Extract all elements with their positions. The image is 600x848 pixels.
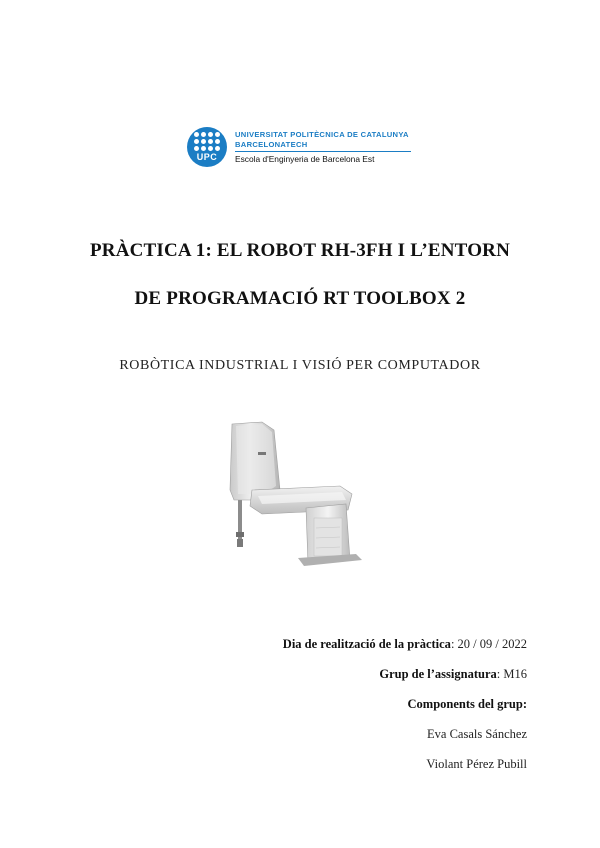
course-subtitle: ROBÒTICA INDUSTRIAL I VISIÓ PER COMPUTADOR: [119, 358, 481, 373]
group-member-2: Violant Pérez Pubill: [426, 757, 527, 771]
school-name: Escola d'Enginyeria de Barcelona Est: [235, 154, 375, 164]
group-member-1: Eva Casals Sánchez: [427, 727, 527, 741]
logo-divider: [235, 151, 411, 152]
practice-date: Dia de realització de la pràctica: 20 / 09 / 2022: [282, 637, 527, 651]
scara-robot-image: [222, 420, 380, 566]
course-group-label: Grup de l’assignatura: [379, 667, 497, 681]
upc-emblem-icon: [187, 127, 227, 167]
page-title-line2: DE PROGRAMACIÓ RT TOOLBOX 2: [134, 288, 466, 309]
upc-logo: [187, 127, 427, 167]
practice-date-value: 20 / 09 / 2022: [457, 637, 527, 651]
university-subname: BARCELONATECH: [235, 140, 308, 149]
course-group: Grup de l’assignatura: M16: [379, 667, 527, 681]
practice-date-label: Dia de realització de la pràctica: [282, 637, 451, 651]
upc-emblem-text: UPC: [196, 152, 218, 162]
course-group-value: M16: [503, 667, 527, 681]
page-title-line1: PRÀCTICA 1: EL ROBOT RH-3FH I L’ENTORN: [89, 240, 511, 261]
group-members-heading: Components del grup:: [407, 697, 527, 711]
university-name: UNIVERSITAT POLITÈCNICA DE CATALUNYA: [235, 130, 409, 139]
